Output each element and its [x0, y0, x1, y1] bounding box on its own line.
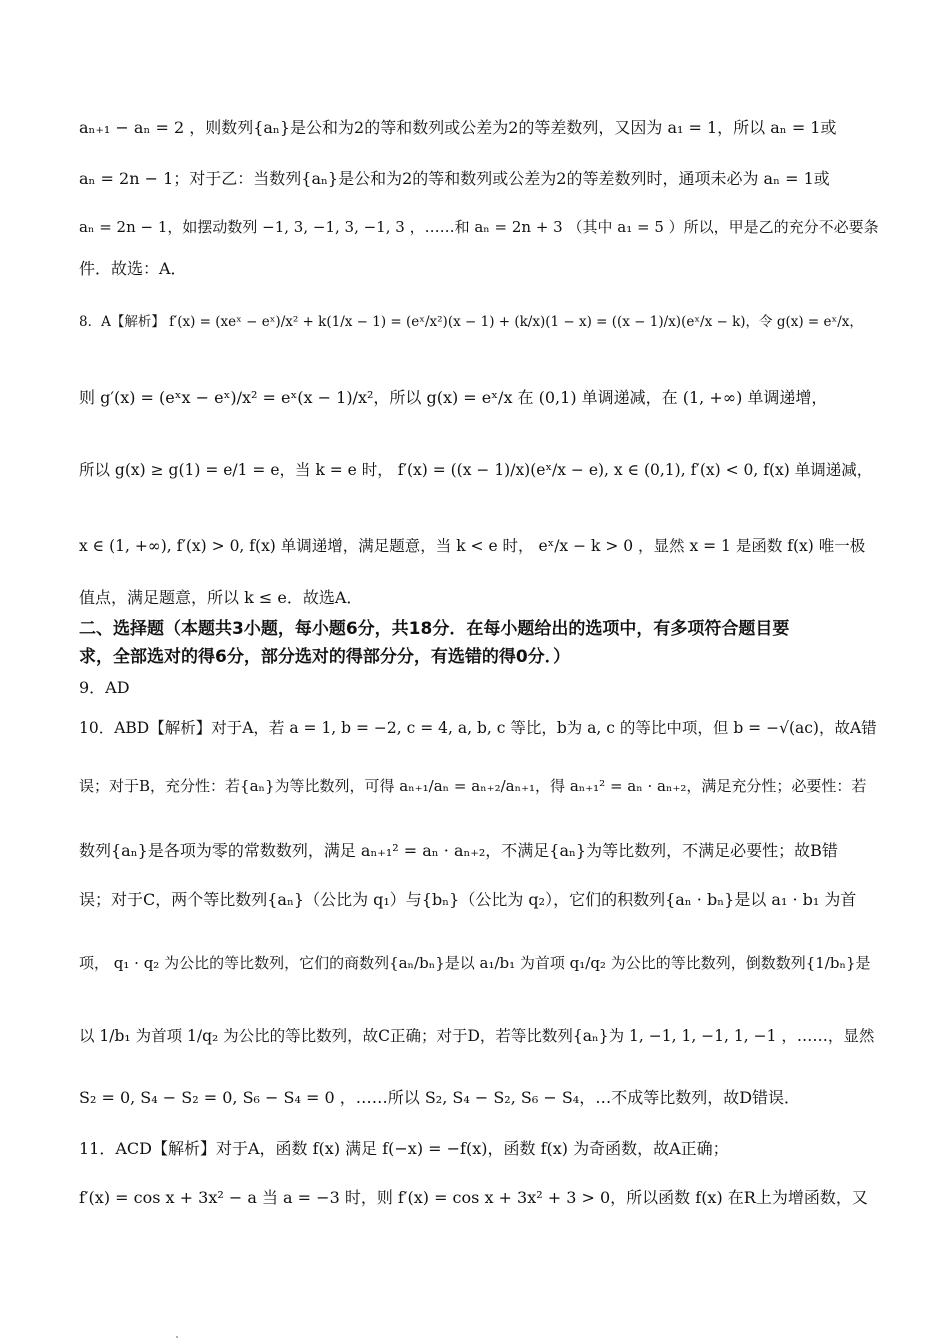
- text-line: 以 1/b₁ 为首项 1/q₂ 为公比的等比数列，故C正确；对于D，若等比数列{aₙ}为 1, −1, 1, −1, 1, −1 ，……，显然: [79, 1027, 875, 1045]
- solution-11-line: 11．ACD【解析】对于A，函数 f(x) 满足 f(−x) = −f(x)，函数 f(x) 为奇函数，故A正确；: [79, 1139, 729, 1158]
- text-line: 件．故选：A．: [79, 259, 187, 278]
- text-line: 误；对于C，两个等比数列{aₙ}（公比为 q₁）与{bₙ}（公比为 q₂），它们的积数列{aₙ · bₙ}是以 a₁ · b₁ 为首: [79, 890, 857, 909]
- text-line: 项， q₁ · q₂ 为公比的等比数列，它们的商数列{aₙ/bₙ}是以 a₁/b₁ 为首项 q₁/q₂ 为公比的等比数列，倒数数列{1/bₙ}是: [79, 954, 871, 972]
- text-line: 则 g′(x) = (eˣx − eˣ)/x² = eˣ(x − 1)/x²，所以 g(x) = eˣ/x 在 (0,1) 单调递减，在 (1, +∞) 单调递增，: [79, 388, 828, 407]
- solution-10-line: 10．ABD【解析】对于A，若 a = 1, b = −2, c = 4, a, b, c 等比，b为 a, c 的等比中项，但 b = −√(ac)，故A错: [79, 719, 877, 737]
- answer-9: 9．AD: [79, 678, 130, 697]
- section-heading: 求，全部选对的得6分，部分选对的得部分分，有选错的得0分．）: [79, 647, 571, 667]
- text-line: 所以 g(x) ≥ g(1) = e/1 = e，当 k = e 时， f′(x) = ((x − 1)/x)(eˣ/x − e), x ∈ (0,1), f′(x) < 0, f(x) 单调递减，: [79, 461, 873, 479]
- text-line: 误；对于B，充分性：若{aₙ}为等比数列，可得 aₙ₊₁/aₙ = aₙ₊₂/aₙ₊₁，得 aₙ₊₁² = aₙ · aₙ₊₂，满足充分性；必要性：若: [79, 777, 867, 795]
- section-heading: 二、选择题（本题共3小题，每小题6分，共18分．在每小题给出的选项中，有多项符合题目要: [79, 619, 790, 639]
- text-line: aₙ₊₁ − aₙ = 2 ，则数列{aₙ}是公和为2的等和数列或公差为2的等差数列，又因为 a₁ = 1，所以 aₙ = 1或: [79, 118, 837, 137]
- text-line: 数列{aₙ}是各项为零的常数数列，满足 aₙ₊₁² = aₙ · aₙ₊₂，不满足{aₙ}为等比数列，不满足必要性；故B错: [79, 841, 838, 860]
- text-line: aₙ = 2n − 1；对于乙：当数列{aₙ}是公和为2的等和数列或公差为2的等差数列时，通项未必为 aₙ = 1或: [79, 169, 830, 188]
- text-line: S₂ = 0, S₄ − S₂ = 0, S₆ − S₄ = 0 ，……所以 S₂, S₄ − S₂, S₆ − S₄，…不成等比数列，故D错误．: [79, 1088, 801, 1107]
- solution-8-line: 8．A【解析】 f′(x) = (xeˣ − eˣ)/x² + k(1/x − 1) = (eˣ/x²)(x − 1) + (k/x)(1 − x) = ((x − 1)/x)(eˣ/x − k)，令 g(x) = eˣ/x，: [79, 314, 863, 330]
- footer-dot: [176, 1336, 178, 1338]
- text-line: f′(x) = cos x + 3x² − a 当 a = −3 时，则 f′(x) = cos x + 3x² + 3 > 0，所以函数 f(x) 在R上为增函数，又: [79, 1188, 868, 1207]
- text-line: 值点，满足题意，所以 k ≤ e．故选A．: [79, 588, 363, 607]
- text-line: aₙ = 2n − 1，如摆动数列 −1, 3, −1, 3, −1, 3 ，……和 aₙ = 2n + 3 （其中 a₁ = 5 ）所以，甲是乙的充分不必要条: [79, 218, 879, 236]
- text-line: x ∈ (1, +∞), f′(x) > 0, f(x) 单调递增，满足题意，当 k < e 时， eˣ/x − k > 0 ，显然 x = 1 是函数 f(x) 唯一极: [79, 537, 866, 555]
